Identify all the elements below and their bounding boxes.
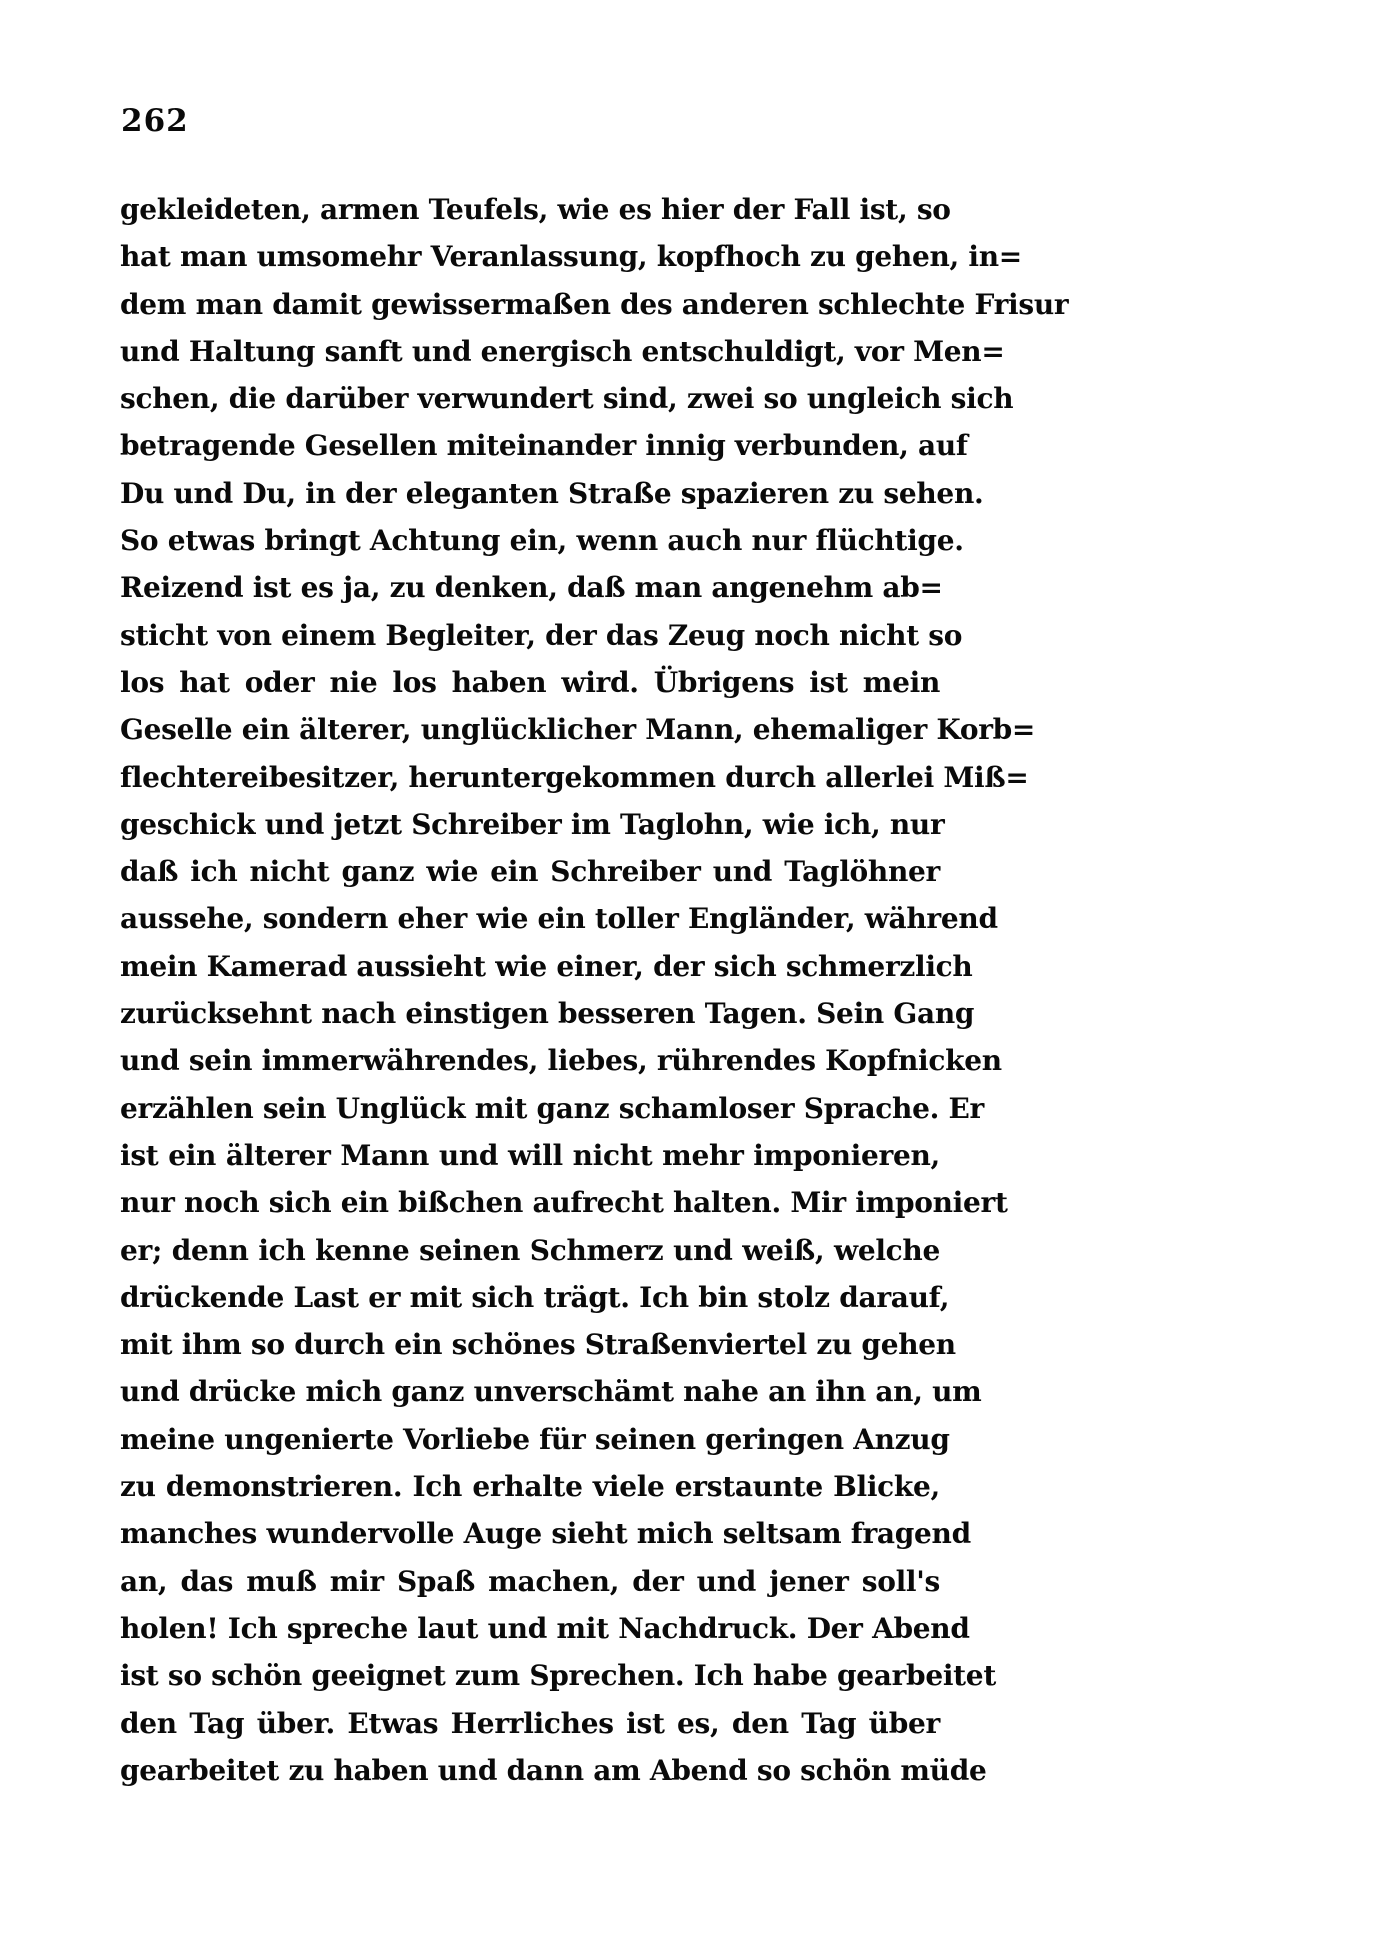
text-line: mit ihm so durch ein schönes Straßenviertel zu gehen bbox=[120, 1328, 956, 1362]
page-number: 262 bbox=[121, 103, 189, 139]
text-line: schen, die darüber verwundert sind, zwei so ungleich sich bbox=[120, 382, 1014, 416]
text-line: gearbeitet zu haben und dann am Abend so schön müde bbox=[120, 1753, 987, 1787]
text-line: betragende Gesellen miteinander innig verbunden, auf bbox=[120, 429, 968, 463]
text-line: daß ich nicht ganz wie ein Schreiber und Taglöhner bbox=[120, 855, 940, 889]
text-line: holen! Ich spreche laut und mit Nachdruck. Der Abend bbox=[120, 1611, 970, 1645]
text-line: drückende Last er mit sich trägt. Ich bin stolz darauf, bbox=[120, 1280, 950, 1314]
text-line: an, das muß mir Spaß machen, der und jener soll's bbox=[120, 1564, 940, 1598]
text-line: geschick und jetzt Schreiber im Taglohn, wie ich, nur bbox=[120, 807, 945, 841]
text-line: zurücksehnt nach einstigen besseren Tagen. Sein Gang bbox=[120, 997, 975, 1031]
text-line: und drücke mich ganz unverschämt nahe an ihn an, um bbox=[120, 1375, 982, 1409]
text-line: Du und Du, in der eleganten Straße spazieren zu sehen. bbox=[120, 476, 984, 510]
text-line: erzählen sein Unglück mit ganz schamloser Sprache. Er bbox=[120, 1091, 984, 1125]
text-line: los hat oder nie los haben wird. Übrigens ist mein bbox=[120, 665, 940, 699]
text-line: ist so schön geeignet zum Sprechen. Ich habe gearbeitet bbox=[120, 1659, 996, 1693]
text-line: So etwas bringt Achtung ein, wenn auch nur flüchtige. bbox=[120, 524, 964, 558]
text-line: zu demonstrieren. Ich erhalte viele erstaunte Blicke, bbox=[120, 1470, 940, 1504]
text-line: meine ungenierte Vorliebe für seinen geringen Anzug bbox=[120, 1422, 950, 1456]
text-line: den Tag über. Etwas Herrliches ist es, den Tag über bbox=[120, 1706, 940, 1740]
text-line: sticht von einem Begleiter, der das Zeug noch nicht so bbox=[120, 618, 963, 652]
text-line: hat man umsomehr Veranlassung, kopfhoch zu gehen, in= bbox=[120, 240, 1022, 274]
text-line: dem man damit gewissermaßen des anderen schlechte Frisur bbox=[120, 287, 1069, 321]
text-line: nur noch sich ein bißchen aufrecht halten. Mir imponiert bbox=[120, 1186, 1008, 1220]
text-line: und Haltung sanft und energisch entschuldigt, vor Men= bbox=[120, 334, 1005, 368]
text-line: gekleideten, armen Teufels, wie es hier der Fall ist, so bbox=[120, 193, 951, 226]
text-line: ist ein älterer Mann und will nicht mehr imponieren, bbox=[120, 1138, 940, 1172]
text-line: aussehe, sondern eher wie ein toller Engländer, während bbox=[120, 902, 998, 936]
text-line: Geselle ein älterer, unglücklicher Mann, ehemaliger Korb= bbox=[120, 713, 1036, 747]
text-line: Reizend ist es ja, zu denken, daß man angenehm ab= bbox=[120, 571, 943, 605]
text-line: manches wundervolle Auge sieht mich seltsam fragend bbox=[120, 1517, 971, 1551]
text-line: mein Kamerad aussieht wie einer, der sich schmerzlich bbox=[120, 949, 973, 983]
text-line: und sein immerwährendes, liebes, rührendes Kopfnicken bbox=[120, 1044, 1002, 1078]
text-line: flechtereibesitzer, heruntergekommen durch allerlei Miß= bbox=[120, 760, 1029, 794]
text-line: er; denn ich kenne seinen Schmerz und weiß, welche bbox=[120, 1233, 940, 1267]
text-block bbox=[120, 186, 1069, 1794]
